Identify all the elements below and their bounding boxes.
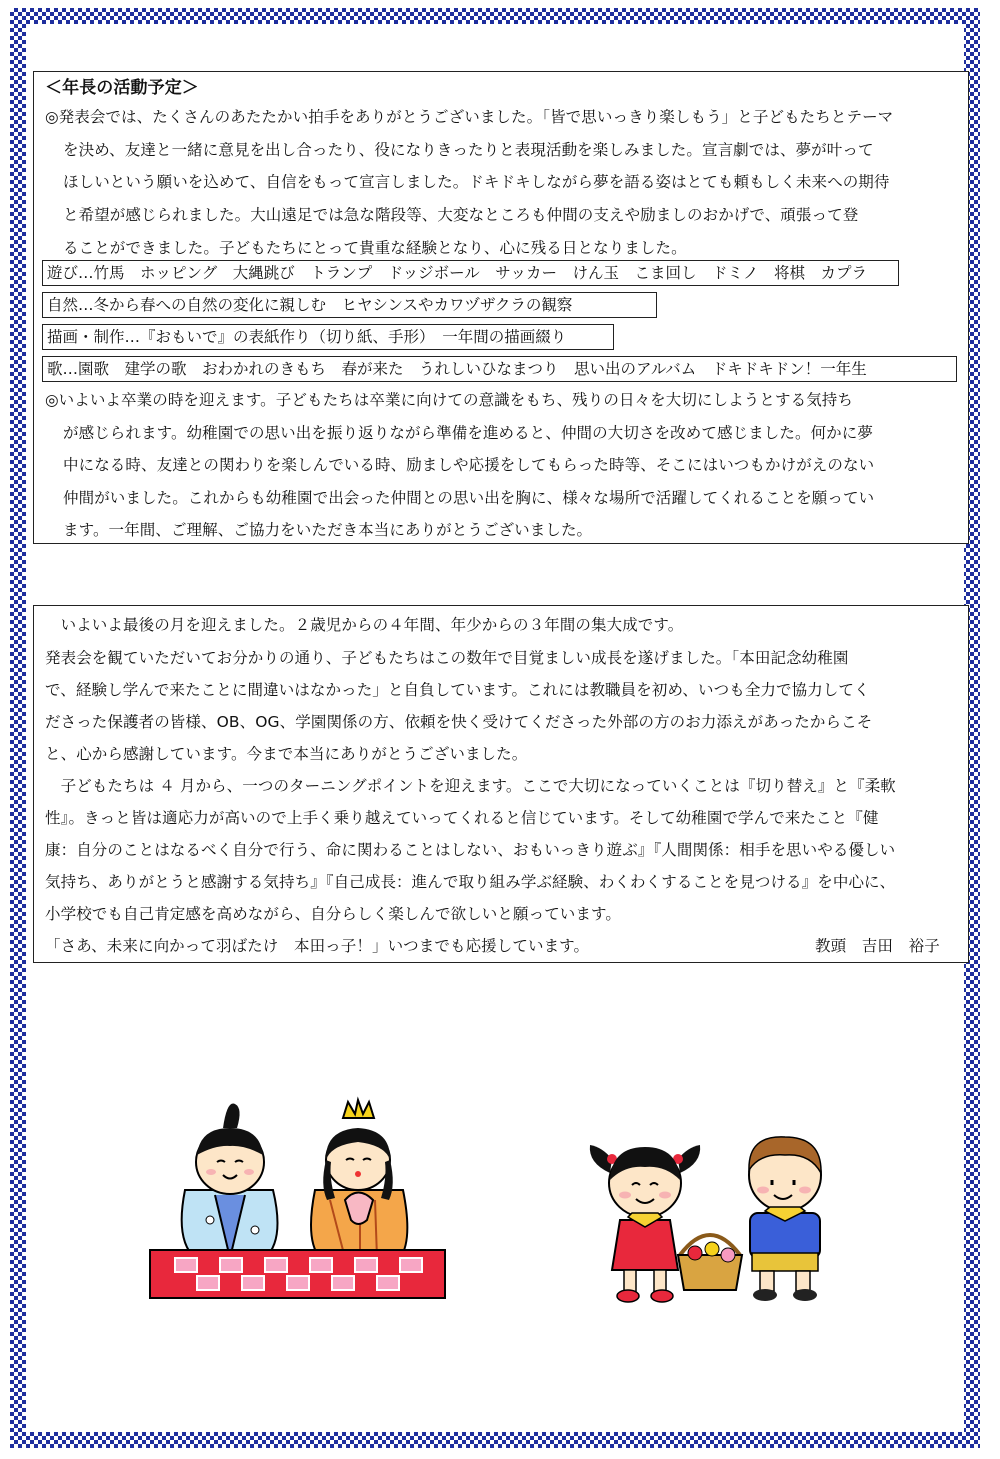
para2-line: 中になる時、友達との関わりを楽しんでいる時、励ましや応援をしてもらった時等、そこにはいつもかけがえのない (63, 456, 875, 474)
message-line: いよいよ最後の月を迎えました。２歳児からの４年間、年少からの３年間の集大成です。 (45, 616, 684, 634)
closing-line: 「さあ、未来に向かって羽ばたけ 本田っ子！」いつまでも応援しています。 (45, 937, 590, 955)
activity-drawing: 描画・制作…『おもいで』の表紙作り（切り紙、手形） 一年間の描画綴り (42, 324, 614, 350)
hina-dolls-icon (145, 1090, 450, 1305)
activity-play: 遊び…竹馬 ホッピング 大縄跳び トランプ ドッジボール サッカー けん玉 こま回し ドミノ 将棋 カプラ (42, 260, 899, 286)
para1-line: ほしいという願いを込めて、自信をもって宣言しました。ドキドキしながら夢を語る姿はとても頼もしく未来への期待 (63, 173, 890, 191)
message-line: 康：自分のことはなるべく自分で行う、命に関わることはしない、おもいっきり遊ぶ』『人間関係：相手を思いやる優しい (45, 841, 896, 859)
activity-plan-heading: ＜年長の活動予定＞ (45, 78, 199, 98)
para2-line: ます。一年間、ご理解、ご協力をいただき本当にありがとうございました。 (63, 521, 593, 539)
para2-line: ◎いよいよ卒業の時を迎えます。子どもたちは卒業に向けての意識をもち、残りの日々を大切にしようとする気持ち (45, 391, 853, 409)
message-line: 発表会を観ていただいてお分かりの通り、子どもたちはこの数年で目覚ましい成長を遂げました。「本田記念幼稚園 (45, 649, 849, 667)
para2-line: 仲間がいました。これからも幼稚園で出会った仲間との思い出を胸に、様々な場所で活躍してくれることを願ってい (63, 489, 875, 507)
para1-line: ることができました。子どもたちにとって貴重な経験となり、心に残る日となりました。 (63, 239, 687, 257)
para1-line: ◎発表会では、たくさんのあたたかい拍手をありがとうございました。「皆で思いっきり楽しもう」と子どもたちとテーマ (45, 108, 894, 126)
activity-songs: 歌…園歌 建学の歌 おわかれのきもち 春が来た うれしいひなまつり 思い出のアルバム ドキドキドン！一年生 (42, 356, 957, 382)
message-line: と、心から感謝しています。今まで本当にありがとうございました。 (45, 745, 528, 763)
para1-line: と希望が感じられました。大山遠足では急な階段等、大変なところも仲間の支えや励ましのおかげで、頑張って登 (63, 206, 859, 224)
para1-line: を決め、友達と一緒に意見を出し合ったり、役になりきったりと表現活動を楽しみました。宣言劇では、夢が叶って (63, 141, 874, 159)
activity-nature: 自然…冬から春への自然の変化に親しむ ヒヤシンスやカワヅザクラの観察 (42, 292, 657, 318)
message-line: ださった保護者の皆様、OB、OG、学園関係の方、依頼を快く受けてくださった外部の方のお力添えがあったからこそ (45, 713, 873, 731)
message-line: 性』。きっと皆は適応力が高いので上手く乗り越えていってくれると信じています。そして幼稚園で学んで来たこと『健 (45, 809, 879, 827)
signature: 教頭 吉田 裕子 (815, 937, 940, 955)
message-line: 気持ち、ありがとうと感謝する気持ち』『自己成長：進んで取り組み学ぶ経験、わくわくすることを見つける』を中心に、 (45, 873, 896, 891)
message-line: 小学校でも自己肯定感を高めながら、自分らしく楽しんで欲しいと願っています。 (45, 905, 621, 923)
children-with-basket-icon (580, 1125, 850, 1310)
para2-line: が感じられます。幼稚園での思い出を振り返りながら準備を進めると、仲間の大切さを改めて感じました。何かに夢 (63, 424, 873, 442)
message-line: で、経験し学んで来たことに間違いはなかった」と自負しています。これには教職員を初め、いつも全力で協力してく (45, 681, 870, 699)
message-line: 子どもたちは ４ 月から、一つのターニングポイントを迎えます。ここで大切になっていくことは『切り替え』と『柔軟 (45, 777, 896, 795)
